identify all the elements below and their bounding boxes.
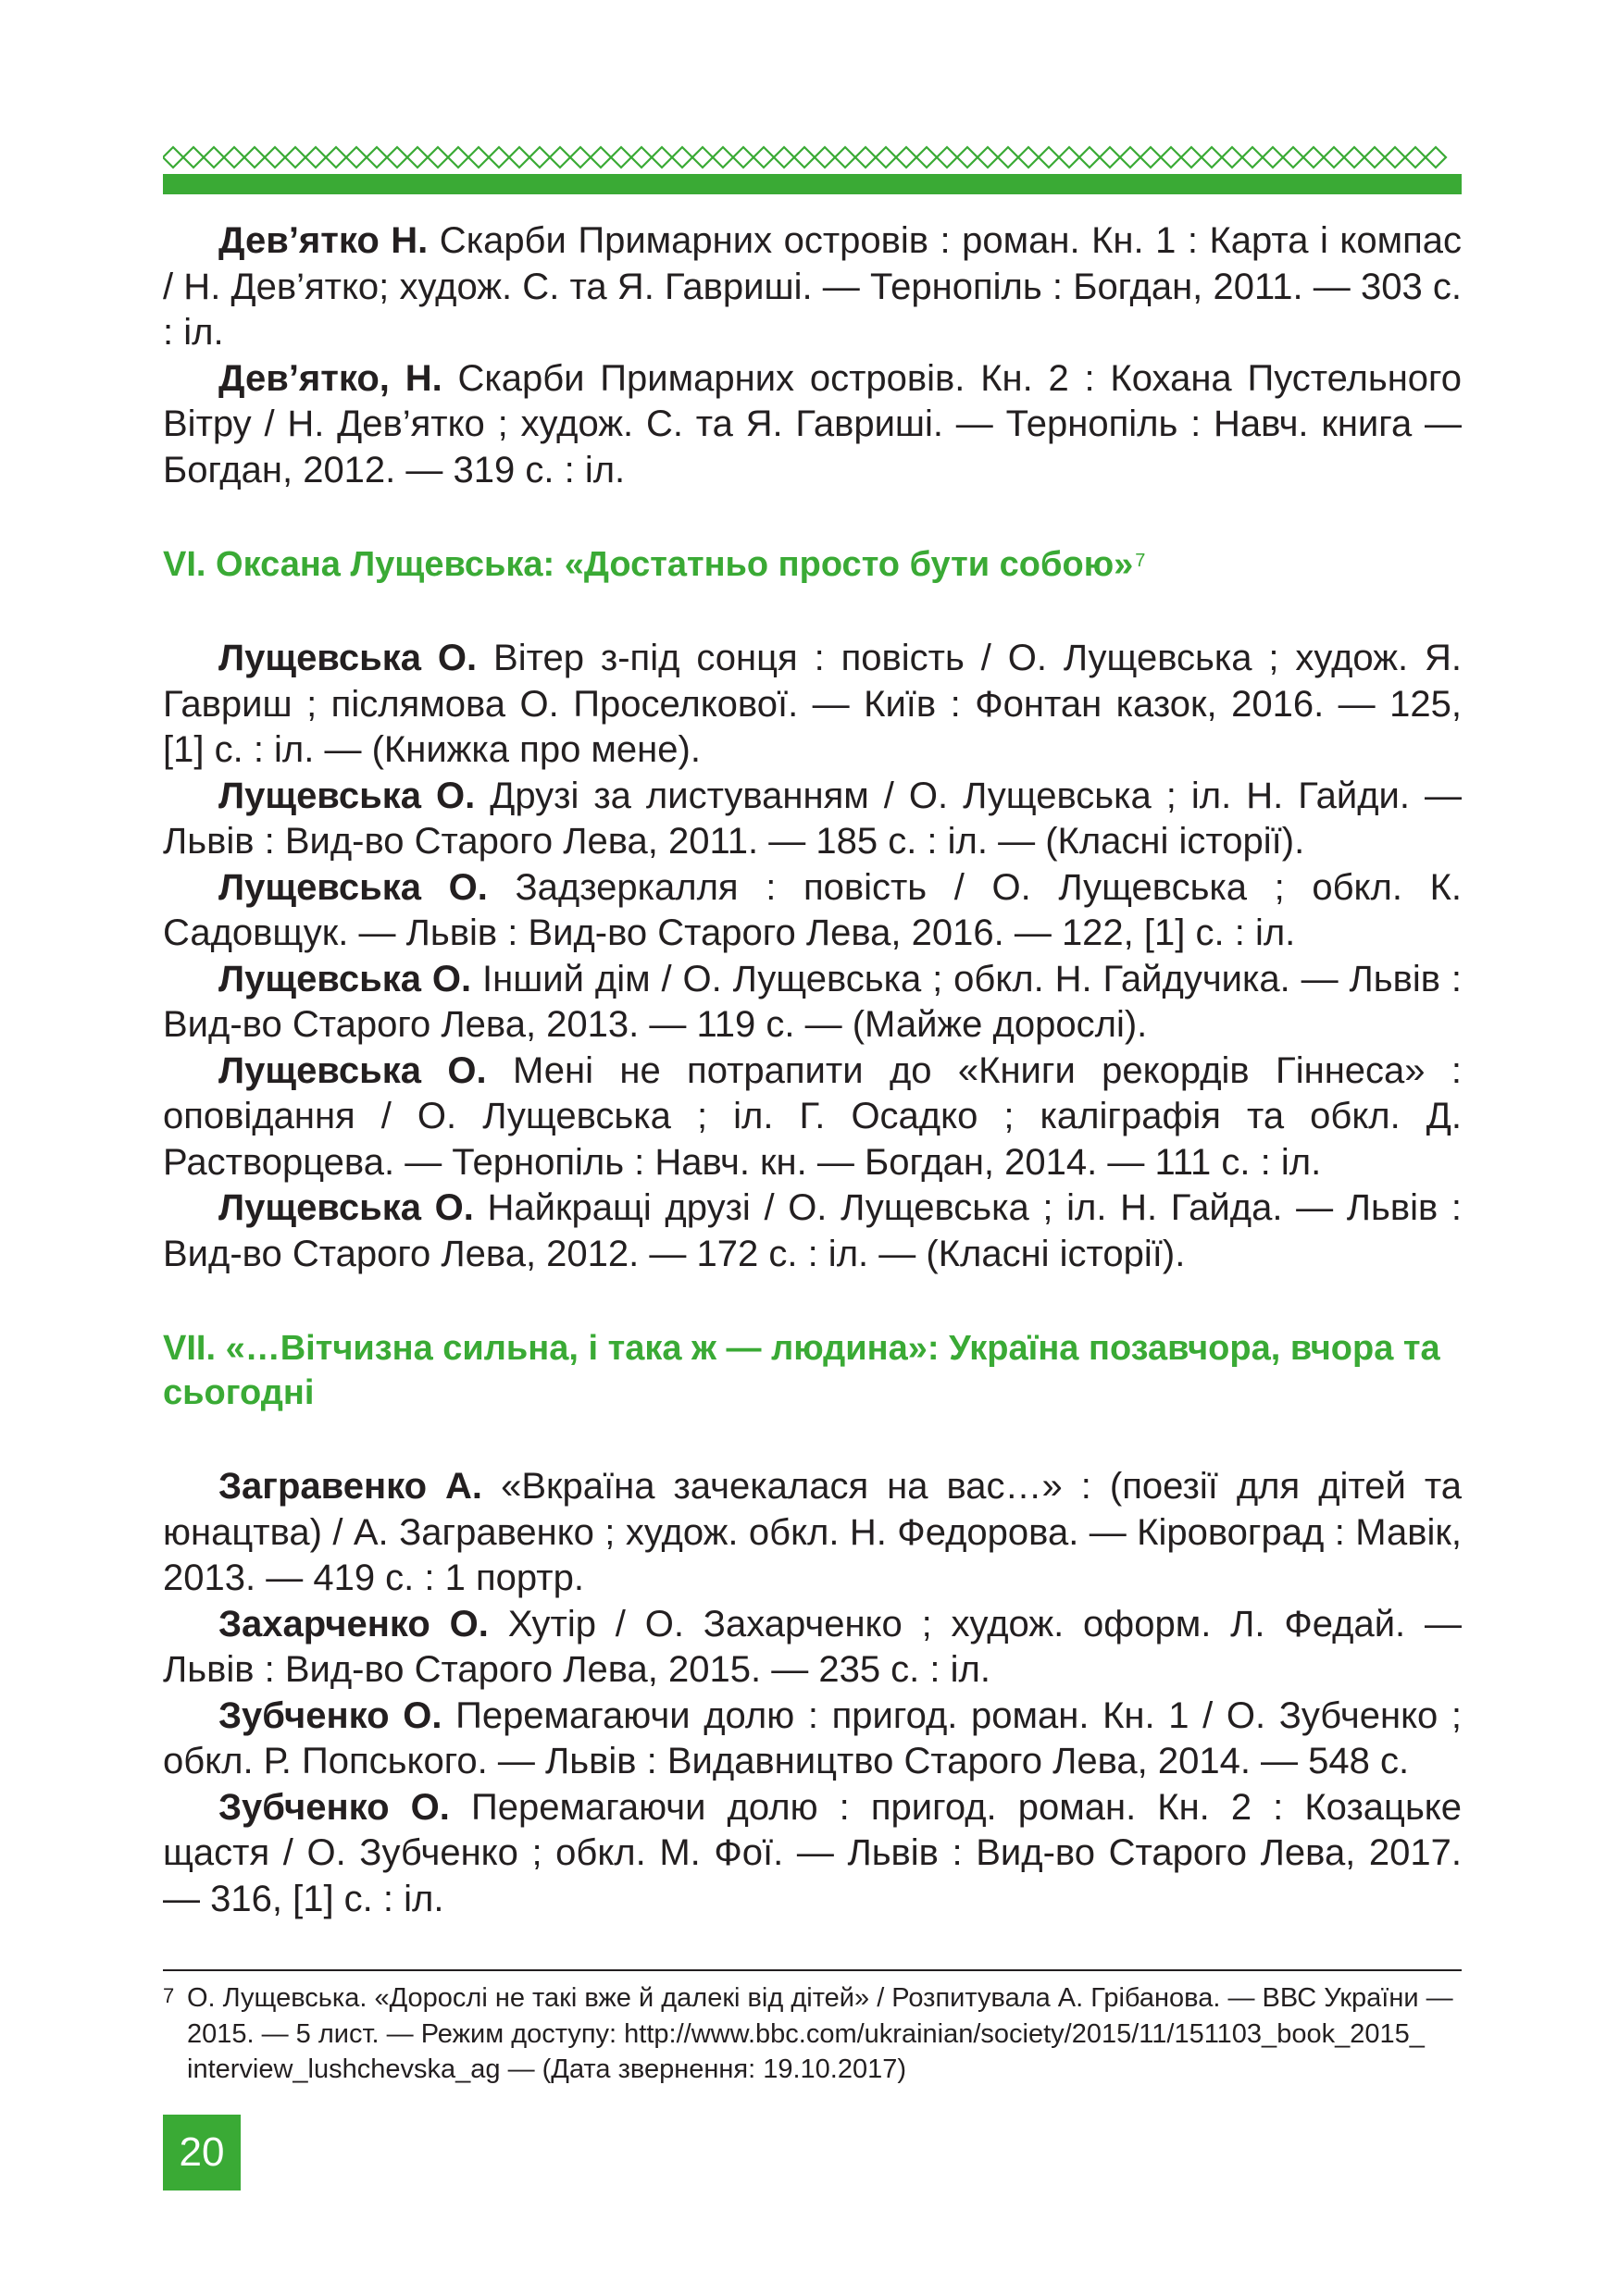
bibliography-entry: [163, 1185, 1462, 1277]
entry-author: Лущевська О.: [218, 775, 476, 816]
entry-author: Загравенко А.: [218, 1466, 483, 1507]
entry-author: Лущевська О.: [218, 866, 488, 908]
ornament-diamond: [265, 147, 285, 168]
ornament-diamond: [631, 147, 652, 168]
bibliography-entry: [163, 865, 1462, 957]
entry-author: Лущевська О.: [218, 958, 472, 999]
entry-text: Скарби Примарних островів : роман. Кн. 1 : Карта і компас / Н. Дев’ятко; худож. С. та Я. Гавриші. — Тернопіль : Богдан, 2011. — 303 с. : іл.: [163, 220, 1462, 353]
section-heading-text: VII. «…Вітчизна сильна, і така ж — людина»: Україна позавчора, вчора та сьогодні: [163, 1329, 1440, 1412]
ornament-diamond: [916, 147, 937, 168]
ornament-diamond: [896, 147, 916, 168]
ornament-diamond: [1120, 147, 1140, 168]
ornament-diamond: [652, 147, 672, 168]
ornament-diamond: [591, 147, 611, 168]
ornament-diamond: [713, 147, 733, 168]
ornament-diamond: [448, 147, 468, 168]
ornament-diamond: [1385, 147, 1405, 168]
entry-text: Друзі за листуванням / О. Лущевська ; іл. Н. Гайди. —Львів : Вид-во Старого Лева, 2011. — 185 с. : іл. — (Класні історії).: [163, 775, 1462, 862]
ornament-diamond: [1222, 147, 1242, 168]
footnote-line[interactable]: 2015. — 5 лист. — Режим доступу: http://www.bbc.com/ukrainian/society/2015/11/151103_book_2015_: [187, 2018, 1425, 2049]
bibliography-entry: [163, 957, 1462, 1049]
ornament-diamond: [305, 147, 326, 168]
entry-author: Лущевська О.: [218, 1187, 474, 1228]
ornament-diamond: [570, 147, 591, 168]
ornament-diamond: [224, 147, 244, 168]
ornament-diamond: [876, 147, 896, 168]
ornament-diamond: [978, 147, 998, 168]
diamond-chain-icon: [163, 141, 1462, 174]
ornament-diamond: [1202, 147, 1222, 168]
entry-text: Задзеркалля : повість / О. Лущевська ; обкл. К. Садовщук. — Львів : Вид-во Старого Лева, 2016. — 122, [1] с. : іл.: [163, 866, 1462, 953]
bibliography-entry: [163, 636, 1462, 774]
ornament-diamond: [489, 147, 509, 168]
ornament-diamond: [428, 147, 448, 168]
ornament-diamond: [367, 147, 387, 168]
ornament-diamond: [1324, 147, 1344, 168]
ornament-diamond: [692, 147, 713, 168]
ornament-diamond: [1405, 147, 1426, 168]
ornament-diamond: [855, 147, 876, 168]
entry-text: «Вкраїна зачекалася на вас…» : (поезії для дітей та юнацтва) / А. Загравенко ; худож. обкл. Н. Федорова. — Кіровоград : Мавік, 2013. — 419 с. : 1 портр.: [163, 1466, 1463, 1598]
footnote-line: [163, 1980, 1462, 2017]
footnote-text: О. Лущевська. «Дорослі не такі вже й далекі від дітей» / Розпитувала А. Грібанова. — ВВС України —: [187, 1983, 1453, 2013]
ornament-diamond: [1039, 147, 1059, 168]
ornament-diamond: [163, 147, 183, 168]
ornament-diamond: [1059, 147, 1079, 168]
section-heading-7: [163, 1326, 1462, 1415]
ornament-diamond: [611, 147, 631, 168]
entry-author: Лущевська О.: [218, 638, 478, 678]
entry-text: Інший дім / О. Лущевська ; обкл. Н. Гайдучика. — Львів : Вид-во Старого Лева, 2013. — 119 с. — (Майже дорослі).: [163, 958, 1463, 1045]
footnote-reference[interactable]: 7: [1135, 551, 1146, 571]
bibliography-content: [163, 218, 1462, 1922]
entry-text: Найкращі друзі / О. Лущевська ; іл. Н. Гайда. — Львів : Вид-во Старого Лева, 2012. — 172 с. : іл. — (Класні історії).: [163, 1187, 1462, 1274]
bibliography-entry: [163, 1694, 1462, 1785]
ornament-diamond: [1079, 147, 1100, 168]
footnote: [163, 1980, 1462, 2088]
ornament-diamond: [1018, 147, 1039, 168]
ornament-diamond: [1344, 147, 1364, 168]
footnote-mark: 7: [163, 1984, 175, 2007]
entries-top: [163, 218, 1462, 493]
ornament-diamond: [407, 147, 428, 168]
ornament-diamond: [1100, 147, 1120, 168]
ornament-diamond: [1426, 147, 1446, 168]
ornament-diamond: [815, 147, 835, 168]
ornament-diamond: [998, 147, 1018, 168]
ornament-diamond: [346, 147, 367, 168]
section-6-entries: [163, 636, 1462, 1277]
bibliography-entry: [163, 1464, 1462, 1602]
ornament-diamond: [1181, 147, 1202, 168]
ornament-diamond: [1303, 147, 1324, 168]
entry-text: Мені не потрапити до «Книги рекордів Гіннеса» : оповідання / О. Лущевська ; іл. Г. Осадко ; каліграфія та обкл. Д. Растворцева. — Тернопіль : Навч. кн. — Богдан, 2014. — 111 с. : іл.: [163, 1049, 1463, 1183]
header-green-rule: [163, 174, 1462, 194]
entry-author: Дев’ятко Н.: [218, 220, 429, 261]
ornament-diamond: [957, 147, 978, 168]
ornament-diamond: [285, 147, 305, 168]
ornament-diamond: [550, 147, 570, 168]
entry-author: Захарченко О.: [218, 1603, 489, 1644]
entry-author: Зубченко О.: [218, 1786, 450, 1828]
ornament-diamond: [326, 147, 346, 168]
section-7-entries: [163, 1464, 1462, 1922]
bibliography-entry: [163, 218, 1462, 356]
ornament-diamond: [774, 147, 794, 168]
diamond-chain-graphic: [163, 141, 1462, 174]
bibliography-entry: [163, 356, 1462, 494]
bibliography-entry: [163, 1785, 1462, 1923]
ornament-diamond: [1161, 147, 1181, 168]
ornament-diamond: [1263, 147, 1283, 168]
ornament-diamond: [387, 147, 407, 168]
entry-author: Дев’ятко, Н.: [218, 357, 442, 399]
section-heading-6: [163, 542, 1462, 587]
ornament-diamond: [529, 147, 550, 168]
ornament-diamond: [244, 147, 265, 168]
entry-author: Лущевська О.: [218, 1049, 487, 1091]
ornament-diamond: [937, 147, 957, 168]
ornament-diamond: [468, 147, 489, 168]
ornament-diamond: [835, 147, 855, 168]
entry-text: Вітер з-під сонця : повість / О. Лущевська ; худож. Я. Гавриш ; післямова О. Проселкової. — Київ : Фонтан казок, 2016. — 125, [1] с. : іл. — (Книжка про мене).: [163, 638, 1463, 770]
bibliography-entry: [163, 1602, 1462, 1694]
page-number-text: 20: [179, 2129, 225, 2175]
ornament-diamond: [753, 147, 774, 168]
ornament-diamond: [1140, 147, 1161, 168]
bibliography-entry: [163, 1049, 1462, 1186]
ornament-diamond: [1242, 147, 1263, 168]
ornament-diamond: [672, 147, 692, 168]
ornament-diamond: [1283, 147, 1303, 168]
page-number: [163, 2115, 241, 2191]
bibliography-entry: [163, 774, 1462, 865]
ornament-diamond: [509, 147, 529, 168]
ornament-diamond: [183, 147, 204, 168]
footnote-divider: [163, 1969, 1462, 1971]
entry-text: Скарби Примарних островів. Кн. 2 : Кохана Пустельного Вітру / Н. Дев’ятко ; худож. С. та Я. Гавриші. — Тернопіль : Навч. книга — Богдан, 2012. — 319 с. : іл.: [163, 357, 1463, 490]
ornament-diamond: [1364, 147, 1385, 168]
entry-text: Перемагаючи долю : пригод. роман. Кн. 2 : Козацьке щастя / О. Зубченко ; обкл. М. Фої. — Львів : Вид-во Старого Лева, 2017. — 316, [1] с. : іл.: [163, 1786, 1462, 1919]
footnote-line: interview_lushchevska_ag — (Дата звернення: 19.10.2017): [187, 2054, 906, 2084]
entry-text: Хутір / О. Захарченко ; худож. оформ. Л. Федай. — Львів : Вид-во Старого Лева, 2015. — 235 с. : іл.: [163, 1603, 1462, 1690]
ornament-diamond: [204, 147, 224, 168]
section-heading-text: VI. Оксана Лущевська: «Достатньо просто бути собою»: [163, 545, 1134, 584]
entry-author: Зубченко О.: [218, 1694, 442, 1736]
entry-text: Перемагаючи долю : пригод. роман. Кн. 1 / О. Зубченко ; обкл. Р. Попського. — Львів : Видавництво Старого Лева, 2014. — 548 с.: [163, 1694, 1462, 1781]
ornament-diamond: [794, 147, 815, 168]
ornament-diamond: [733, 147, 753, 168]
